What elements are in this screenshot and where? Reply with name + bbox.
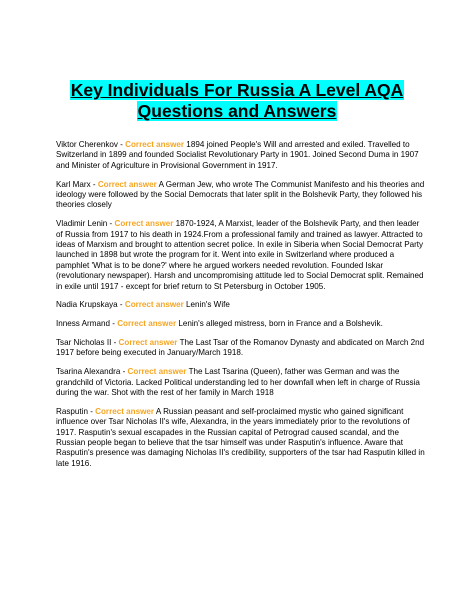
entry-text: A Russian peasant and self-proclaimed mystic who gained significant influence over Tsar Nicholas II's wife, Alexandra, in the years immediately prior to the revolutions of 1917. Rasputin's sexual escapades in the Russian capital of Petrograd caused scandal, and the Russian people began to believe that the tsar himself was under Rasputin's influence. Aware that Rasputin's presence was damaging Nicholas II's credibility, supporters of the tsar had Rasputin killed in late 1916. [56, 406, 425, 468]
correct-answer-label: Correct answer [125, 140, 185, 149]
entry-vladimir-lenin [56, 219, 428, 292]
correct-answer-label: Correct answer [124, 300, 184, 310]
entry-rasputin [56, 407, 428, 469]
entry-text: A German Jew, who wrote The Communist Manifesto and his theories and ideology were followed by the Social Democrats that later split in the Bolshevik Party, they followed his theories closely [56, 179, 425, 210]
correct-answer-label: Correct answer [118, 338, 178, 348]
entry-text: Lenin's Wife [183, 300, 230, 310]
title-line-1: Key Individuals For Russia A Level AQA [70, 80, 404, 100]
title-line-2: Questions and Answers [137, 101, 337, 121]
entry-name: Inness Armand - [56, 319, 118, 329]
entry-name: Viktor Cherenkov - [56, 140, 126, 149]
entry-name: Vladimir Lenin - [56, 219, 115, 229]
entry-name: Karl Marx - [56, 179, 98, 189]
correct-answer-label: Correct answer [127, 367, 187, 377]
entry-text: Lenin's alleged mistress, born in France and a Bolshevik. [176, 319, 383, 329]
correct-answer-label: Correct answer [114, 219, 174, 229]
entry-viktor-cherenkov [56, 140, 428, 171]
correct-answer-label: Correct answer [97, 179, 157, 189]
entry-inness-armand [56, 319, 428, 329]
entry-text: 1870-1924, A Marxist, leader of the Bolshevik Party, and then leader of Russia from 1917 to his death in 1924.From a professional family and trained as lawyer. Attracted to ideas of Marxism and brought to attention secret police. In exile in Siberia when Social Democrat Party launched in 1898 but wrote the program for it. Went into exile in Switzerland where produced a pamphlet 'What is to be done?' where he argued workers needed revolution. Founded Iskar (revolutionary newspaper). Harsh and uncompromising attitude led to Social Democrat split. Remained in exile until 1917 - except for brief return to St Petersburg in October 1905. [56, 219, 424, 291]
entry-text: 1894 joined People's Will and arrested and exiled. Travelled to Switzerland in 1899 and founded Socialist Revolutionary Party in 1901. Joined Second Duma in 1907 and Minister of Agriculture in Provisional Government in 1917. [56, 140, 419, 170]
correct-answer-label: Correct answer [95, 406, 155, 416]
entry-tsar-nicholas-ii [56, 338, 428, 359]
entry-tsarina-alexandra [56, 367, 428, 398]
entry-name: Tsarina Alexandra - [56, 367, 128, 377]
entry-nadia-krupskaya [56, 300, 428, 310]
entry-text: The Last Tsarina (Queen), father was German and was the grandchild of Victoria. Lacked Political understanding led to her downfall when left in charge of Russia during the war. Shot with the rest of her family in March 1918 [56, 367, 420, 398]
entry-name: Rasputin - [56, 406, 96, 416]
entry-name: Nadia Krupskaya - [56, 300, 125, 310]
document-title [0, 80, 474, 122]
entry-karl-marx [56, 180, 428, 211]
entry-text: The Last Tsar of the Romanov Dynasty and abdicated on March 2nd 1917 before being executed in January/March 1918. [56, 338, 425, 358]
correct-answer-label: Correct answer [117, 319, 177, 329]
entries-list [56, 140, 428, 478]
entry-name: Tsar Nicholas II - [56, 338, 119, 348]
